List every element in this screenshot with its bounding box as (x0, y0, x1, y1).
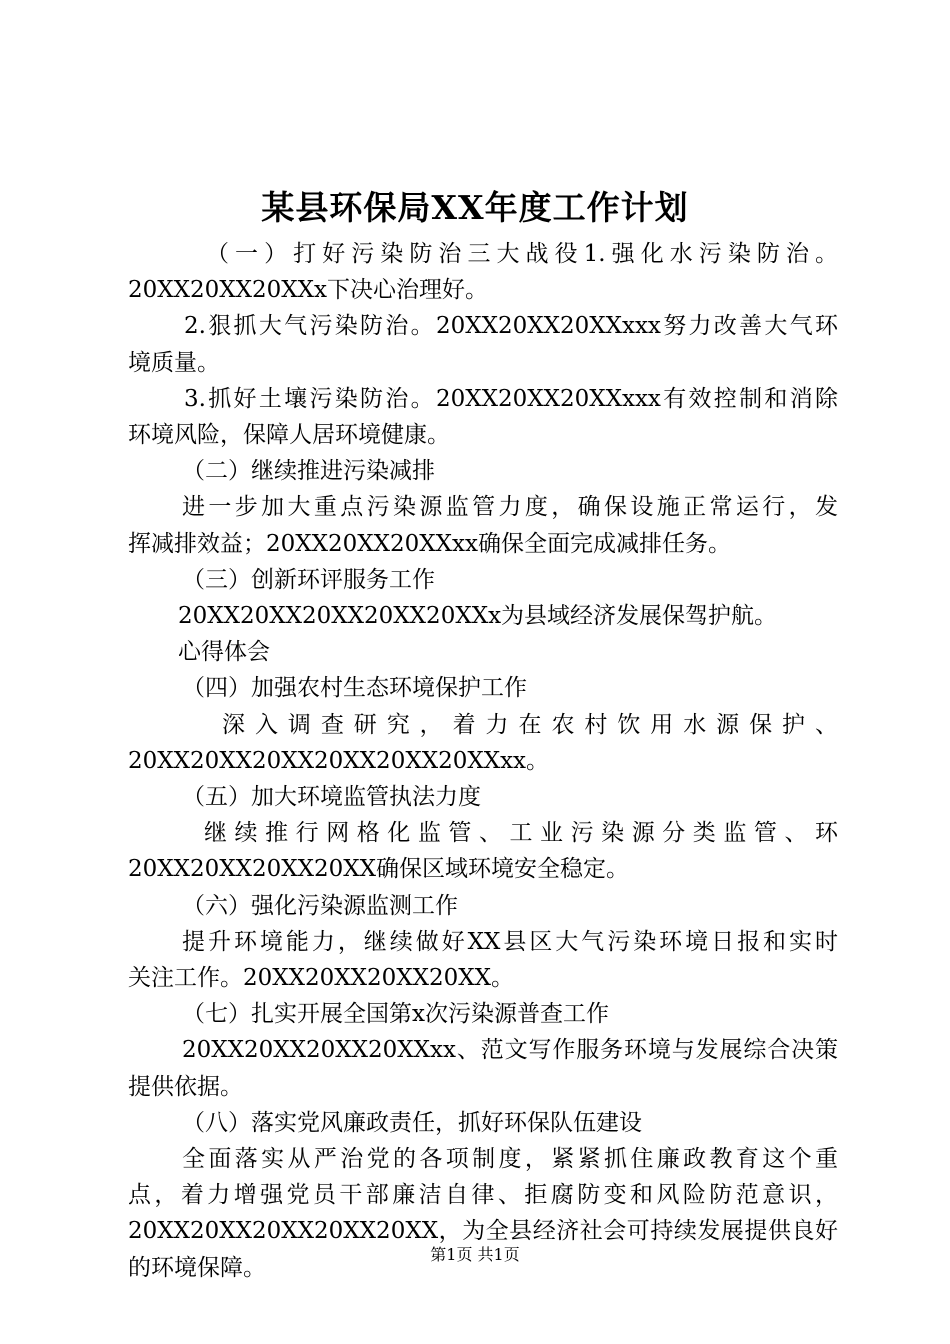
line-note: 心得体会 (178, 639, 270, 666)
line-section-1-cont: 20XX20XX20XXx下决心治理好。 (128, 277, 489, 304)
line-section-4-body: 深入调查研究，着力在农村饮用水源保护、 (222, 711, 838, 738)
line-section-8-cont-2: 20XX20XX20XX20XX20XX，为全县经济社会可持续发展提供良好 (128, 1218, 838, 1245)
line-section-8-heading: （八）落实党风廉政责任，抓好环保队伍建设 (182, 1109, 642, 1136)
line-section-1-heading: （一）打好污染防治三大战役1.强化水污染防治。 (206, 241, 838, 267)
line-item-2-cont: 境质量。 (128, 349, 220, 376)
page-footer: 第1页 共1页 (430, 1245, 520, 1264)
line-section-7-cont: 提供依据。 (128, 1073, 243, 1100)
line-section-6-body: 提升环境能力，继续做好XX县区大气污染环境日报和实时 (182, 928, 838, 955)
line-item-3: 3.抓好土壤污染防治。20XX20XX20XXxxx有效控制和消除 (184, 385, 838, 412)
line-section-5-heading: （五）加大环境监管执法力度 (182, 784, 481, 811)
line-section-3-heading: （三）创新环评服务工作 (182, 566, 435, 593)
line-section-8-cont-1: 点，着力增强党员干部廉洁自律、拒腐防变和风险防范意识， (128, 1182, 838, 1209)
line-section-7-body: 20XX20XX20XX20XXxx、范文写作服务环境与发展综合决策 (182, 1037, 838, 1064)
line-section-4-heading: （四）加强农村生态环境保护工作 (182, 675, 527, 702)
document-body (128, 236, 838, 1286)
line-section-6-cont: 关注工作。20XX20XX20XX20XX。 (128, 965, 515, 992)
line-item-3-cont: 环境风险，保障人居环境健康。 (128, 422, 450, 449)
line-item-2: 2.狠抓大气污染防治。20XX20XX20XXxxx努力改善大气环 (184, 313, 838, 340)
line-section-2-body: 进一步加大重点污染源监管力度，确保设施正常运行，发 (182, 494, 838, 521)
line-section-3-body: 20XX20XX20XX20XX20XXx为县域经济发展保驾护航。 (178, 603, 778, 630)
document-title: 某县环保局XX年度工作计划 (261, 188, 689, 227)
line-section-5-body: 继续推行网格化监管、工业污染源分类监管、环 (204, 820, 838, 847)
line-section-2-cont: 挥减排效益；20XX20XX20XXxx确保全面完成减排任务。 (128, 530, 731, 557)
line-section-4-cont: 20XX20XX20XX20XX20XX20XXxx。 (128, 747, 550, 774)
line-section-6-heading: （六）强化污染源监测工作 (182, 892, 458, 919)
line-section-8-cont-3: 的环境保障。 (128, 1254, 266, 1281)
line-section-2-heading: （二）继续推进污染减排 (182, 458, 435, 485)
line-section-8-body: 全面落实从严治党的各项制度，紧紧抓住廉政教育这个重 (182, 1146, 838, 1173)
line-section-7-heading: （七）扎实开展全国第x次污染源普查工作 (182, 1001, 609, 1028)
line-section-5-cont: 20XX20XX20XX20XX确保区域环境安全稳定。 (128, 856, 630, 883)
